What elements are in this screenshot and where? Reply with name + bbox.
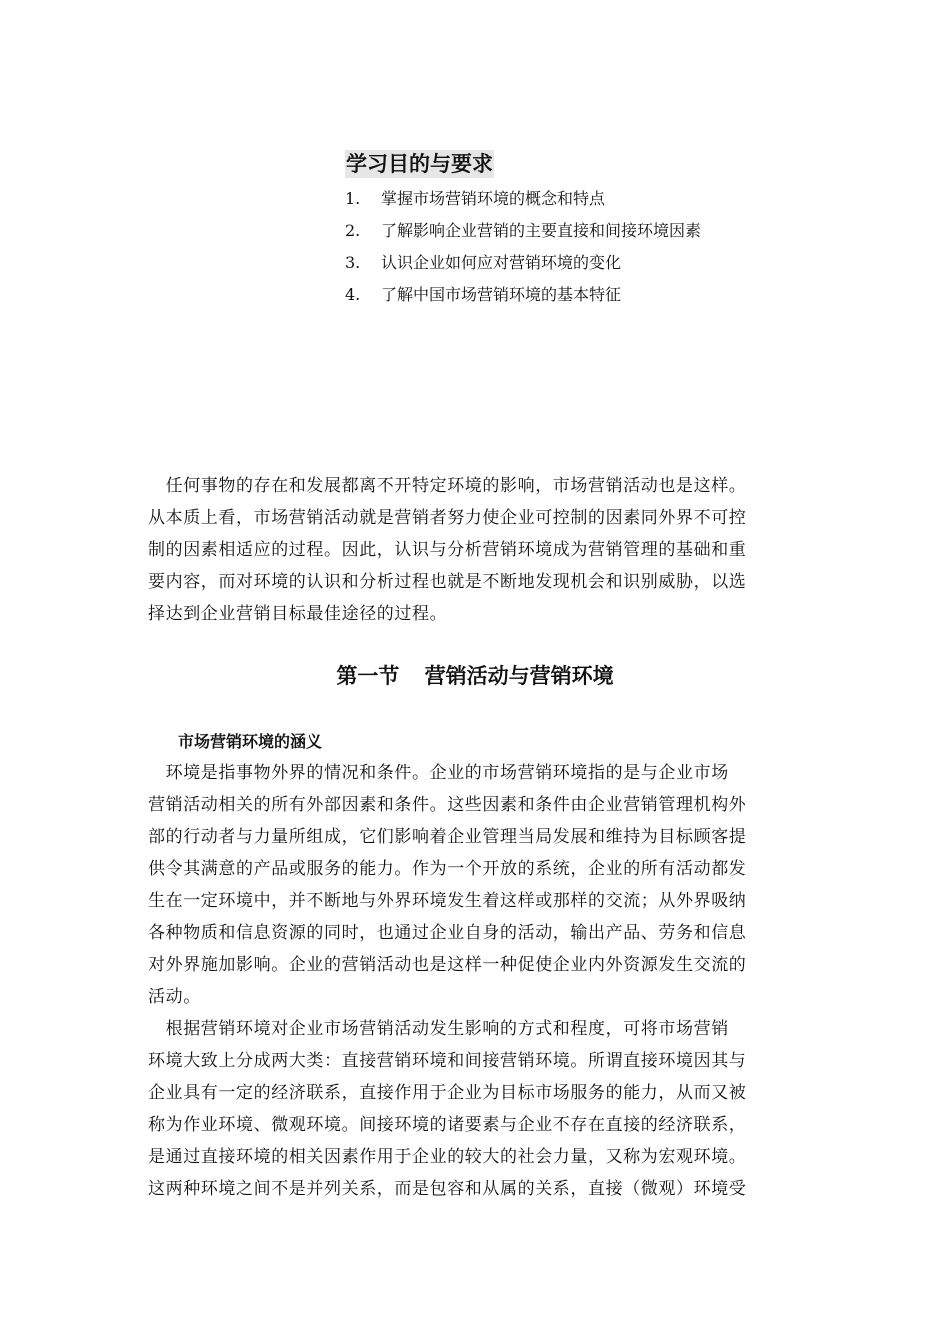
intro-paragraph [148,470,808,630]
item-text: 了解影响企业营销的主要直接和间接环境因素 [381,221,702,240]
item-text: 掌握市场营销环境的概念和特点 [381,189,606,208]
section-heading: 第一节 营销活动与营销环境 [336,664,614,688]
item-text: 了解中国市场营销环境的基本特征 [381,285,622,304]
item-number: 1. [345,189,361,208]
list-item [345,279,701,311]
text-line: 任何事物的存在和发展都离不开特定环境的影响，市场营销活动也是这样。 [148,476,747,496]
item-text: 认识企业如何应对营销环境的变化 [381,253,622,272]
list-item [345,247,701,279]
item-number: 4. [345,285,361,304]
list-item [345,183,701,215]
text-line: 各种物质和信息资源的同时，也通过企业自身的活动，输出产品、劳务和信息 [148,923,747,943]
text-line: 根据营销环境对企业市场营销活动发生影响的方式和程度，可将市场营销 [148,1019,729,1039]
item-number: 2. [345,221,361,240]
text-line: 制的因素相适应的过程。因此，认识与分析营销环境成为营销管理的基础和重 [148,540,747,560]
list-item [345,215,701,247]
text-line: 生在一定环境中，并不断地与外界环境发生着这样或那样的交流；从外界吸纳 [148,891,747,911]
text-line: 从本质上看，市场营销活动就是营销者努力使企业可控制的因素同外界不可控 [148,508,747,528]
text-line: 要内容，而对环境的认识和分析过程也就是不断地发现机会和识别威胁，以选 [148,572,747,592]
text-line: 对外界施加影响。企业的营销活动也是这样一种促使企业内外资源发生交流的 [148,955,747,975]
objectives-title: 学习目的与要求 [346,152,493,176]
objectives-list [345,183,701,311]
text-line: 企业具有一定的经济联系，直接作用于企业为目标市场服务的能力，从而又被 [148,1083,747,1103]
text-line: 环境大致上分成两大类：直接营销环境和间接营销环境。所谓直接环境因其与 [148,1051,747,1071]
item-number: 3. [345,253,361,272]
body-paragraph-1 [148,757,808,1013]
text-line: 称为作业环境、微观环境。间接环境的诸要素与企业不存在直接的经济联系， [148,1115,747,1135]
text-line: 这两种环境之间不是并列关系，而是包容和从属的关系，直接（微观）环境受 [148,1179,747,1199]
sub-heading: 市场营销环境的涵义 [178,732,323,751]
text-line: 是通过直接环境的相关因素作用于企业的较大的社会力量，又称为宏观环境。 [148,1147,747,1167]
text-line: 供令其满意的产品或服务的能力。作为一个开放的系统，企业的所有活动都发 [148,859,747,879]
text-line: 活动。 [148,987,201,1007]
body-paragraph-2 [148,1013,808,1205]
text-line: 营销活动相关的所有外部因素和条件。这些因素和条件由企业营销管理机构外 [148,795,747,815]
text-line: 择达到企业营销目标最佳途径的过程。 [148,604,448,624]
text-line: 部的行动者与力量所组成，它们影响着企业管理当局发展和维持为目标顾客提 [148,827,747,847]
text-line: 环境是指事物外界的情况和条件。企业的市场营销环境指的是与企业市场 [148,763,729,783]
